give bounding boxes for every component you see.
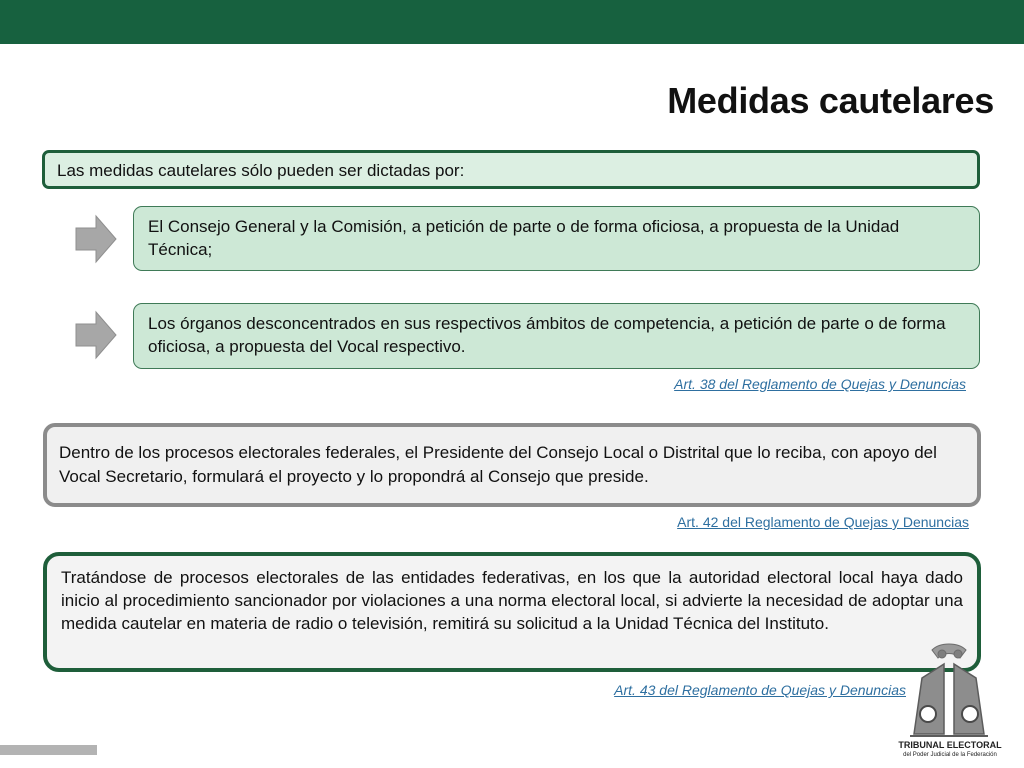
intro-box: Las medidas cautelares sólo pueden ser dictadas por: <box>42 150 980 189</box>
arrow-right-icon <box>72 212 118 266</box>
reference-link-art38[interactable]: Art. 38 del Reglamento de Quejas y Denuncias <box>674 376 966 392</box>
reference-link-art42[interactable]: Art. 42 del Reglamento de Quejas y Denuncias <box>677 514 969 530</box>
list-item <box>133 303 980 369</box>
reference-link-art43[interactable]: Art. 43 del Reglamento de Quejas y Denuncias <box>614 682 906 698</box>
list-item <box>133 206 980 271</box>
top-banner <box>0 0 1024 44</box>
bottom-accent-bar <box>0 745 97 755</box>
local-process-box: Tratándose de procesos electorales de las entidades federativas, en los que la autoridad electoral local haya dado inicio al procedimiento sancionador por violaciones a una norma electoral local, si advierte la necesidad de adoptar una medida cautelar en materia de radio o televisión, remitirá su solicitud a la Unidad Técnica del Instituto. <box>43 552 981 672</box>
logo-name: TRIBUNAL ELECTORAL <box>898 740 1002 750</box>
logo-subtitle: del Poder Judicial de la Federación <box>903 752 997 758</box>
arrow-right-icon <box>72 308 118 362</box>
federal-process-box: Dentro de los procesos electorales federales, el Presidente del Consejo Local o Distrital que lo reciba, con apoyo del Vocal Secretario, formulará el proyecto y lo propondrá al Consejo que preside. <box>43 423 981 507</box>
list-item-text: El Consejo General y la Comisión, a petición de parte o de forma oficiosa, a propuesta de la Unidad Técnica; <box>148 217 900 259</box>
slide-title: Medidas cautelares <box>667 80 994 121</box>
list-item-text: Los órganos desconcentrados en sus respectivos ámbitos de competencia, a petición de parte o de forma oficiosa, a propuesta del Vocal respectivo. <box>148 314 946 356</box>
